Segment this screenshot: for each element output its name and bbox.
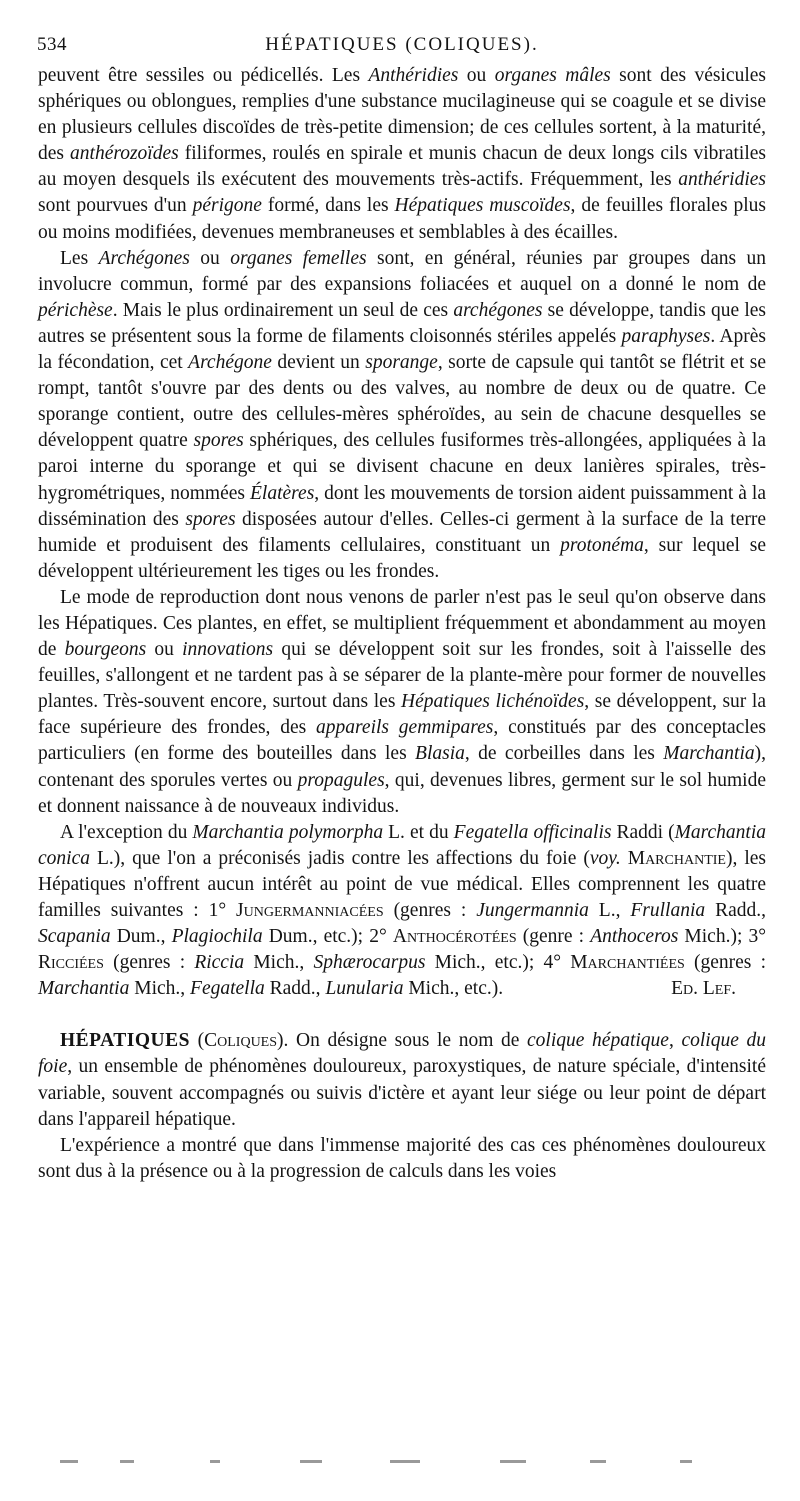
footer-show-through bbox=[60, 1460, 760, 1468]
italic-run: Sphærocarpus bbox=[313, 952, 426, 974]
text-run: ou bbox=[146, 639, 183, 661]
text-run: , sorte de capsule qui tantôt se flétrit et se rompt, tantôt s'ouvre par des dents ou des valves, au nombre de deux ou de quatre. Ce sporange contient, outre des cellules-mères sphéroïdes, au sein de chacune desquelles se développent quatre bbox=[38, 352, 766, 452]
small-caps-run: Marchantiées bbox=[570, 952, 685, 974]
italic-run: Marchantia polymorpha bbox=[192, 821, 384, 843]
italic-run: Anthéridies bbox=[368, 65, 459, 86]
text-run: , constitués par des conceptacles particuliers (en forme des bouteilles dans les bbox=[38, 717, 766, 765]
text-run: Raddi ( bbox=[611, 821, 675, 843]
author-signature: Ed. Lef. bbox=[671, 978, 736, 1000]
text-run: (genres : bbox=[103, 952, 195, 974]
text-run: . Mais le plus ordinairement un seul de ces bbox=[112, 299, 454, 321]
italic-run: organes femelles bbox=[230, 247, 367, 269]
italic-run: périgone bbox=[192, 195, 262, 217]
text-run: L.), que l'on a préconisés jadis contre les affections du foie ( bbox=[89, 847, 590, 869]
text-run: ou bbox=[458, 65, 495, 86]
text-run: L'expérience a montré que dans l'immense majorité des cas ces phénomènes douloureux sont dus à la présence ou à la progression de calculs dans les voies bbox=[38, 1134, 766, 1182]
text-run: ). On désigne sous le nom de bbox=[277, 1030, 528, 1052]
italic-run: Fegatella officinalis bbox=[453, 821, 612, 843]
italic-run: périchèse bbox=[38, 299, 113, 321]
text-run: L. et du bbox=[383, 821, 454, 843]
italic-run: spores bbox=[193, 430, 244, 452]
text-run: Dum., bbox=[110, 926, 172, 948]
italic-run: spores bbox=[185, 508, 236, 530]
italic-run: archégones bbox=[453, 299, 543, 321]
italic-run: Riccia bbox=[194, 952, 245, 974]
text-run: Dum., etc.); 2° bbox=[262, 926, 393, 948]
small-caps-run: Marchantie bbox=[627, 847, 726, 869]
italic-run: sporange bbox=[365, 352, 438, 374]
italic-run: paraphyses bbox=[621, 325, 711, 347]
text-run: se développe, tandis que les autres se présentent sous la forme de filaments cloisonnés stériles appelés bbox=[38, 299, 766, 347]
page-header bbox=[37, 34, 767, 60]
text-run: , bbox=[668, 1030, 682, 1052]
text-run: Radd., bbox=[264, 978, 326, 1000]
text-run: devient un bbox=[271, 352, 366, 374]
text-run: formé, dans les bbox=[261, 195, 395, 217]
text-run bbox=[621, 848, 628, 869]
text-run: Mich., etc.). bbox=[403, 978, 504, 1000]
text-run: qui se développent soit sur les frondes, soit à l'aisselle des feuilles, s'allongent et ne tardent pas à se séparer de la plante-mère pour former de nouvelles plantes. Très-souvent encore, surtout dans les bbox=[38, 639, 766, 713]
text-run: . Après la fécondation, cet bbox=[38, 325, 766, 374]
italic-run: Scapania bbox=[38, 926, 111, 948]
text-run: Radd., bbox=[705, 900, 766, 921]
text-run: Mich., bbox=[129, 978, 191, 1000]
text-run: Le mode de reproduction dont nous venons de parler n'est pas le seul qu'on observe dans les Hépatiques. Ces plantes, en effet, se multiplient fréquemment et abondamment au moyen de bbox=[38, 586, 766, 661]
italic-run: Jungermannia bbox=[476, 900, 589, 921]
italic-run: Archégone bbox=[188, 352, 272, 374]
paragraph-archegones bbox=[38, 246, 766, 585]
text-run: ou bbox=[189, 247, 231, 269]
paragraph-classification bbox=[38, 820, 766, 1003]
italic-run: Blasia bbox=[415, 743, 465, 765]
paragraph-experience bbox=[38, 1133, 766, 1185]
entry-headword: HÉPATIQUES bbox=[60, 1030, 190, 1052]
text-run: , de feuilles florales plus ou moins modifiées, devenues membraneuses et semblables à des écailles. bbox=[38, 195, 766, 243]
text-run: , de corbeilles dans les bbox=[464, 743, 664, 765]
text-run: ( bbox=[189, 1030, 205, 1052]
entry-hepatiques-coliques bbox=[38, 1028, 766, 1132]
italic-run: Marchantia conica bbox=[38, 821, 767, 869]
text-run: (genre : bbox=[516, 926, 591, 948]
italic-run: Hépatiques lichénoïdes bbox=[401, 691, 585, 713]
small-caps-run: Ricciées bbox=[38, 952, 104, 974]
text-run: sont pourvues d'un bbox=[38, 195, 193, 217]
text-run: , qui, devenues libres, germent sur le sol humide et donnent naissance à de nouveaux individus. bbox=[38, 769, 766, 817]
text-run: sont des vésicules sphériques ou oblongues, remplies d'une substance mucilagineuse qui se coagule et se divise en plusieurs cellules discoïdes de très-petite dimension; de ces cellules sortent, à la maturité, des bbox=[38, 65, 766, 165]
text-run: sphériques, des cellules fusiformes très-allongées, appliquées à la paroi interne du sporange et qui se divisent chacune en deux lanières spirales, très-hygrométriques, nommées bbox=[38, 430, 766, 504]
text-run: Mich.); 3° bbox=[678, 926, 767, 948]
text-run: sont, en général, réunies par groupes dans un involucre commun, formé par des expansions foliacées et auquel on a donné le nom de bbox=[38, 247, 767, 295]
italic-run: bourgeons bbox=[64, 639, 147, 661]
italic-run: protonéma bbox=[560, 534, 644, 556]
text-run: peuvent être sessiles ou pédicellés. Les bbox=[38, 65, 369, 86]
italic-run: colique hépatique bbox=[527, 1030, 669, 1052]
italic-run: voy. bbox=[589, 847, 621, 869]
italic-run: anthérozoïdes bbox=[70, 143, 179, 165]
text-run: , sur lequel se développent ultérieurement les tiges ou les frondes. bbox=[38, 534, 766, 582]
text-run: ), contenant des sporules vertes ou bbox=[38, 743, 766, 791]
text-run: filiformes, roulés en spirale et munis chacun de deux longs cils vibratiles au moyen desquels ils exécutent des mouvements très-actifs. Fréquemment, les bbox=[38, 143, 767, 191]
italic-run: propagules bbox=[297, 769, 385, 791]
italic-run: innovations bbox=[182, 639, 274, 661]
text-run: ), les Hépatiques n'offrent aucun intérêt au point de vue médical. Elles comprennent les quatre familles suivantes : 1° bbox=[38, 847, 767, 921]
italic-run: appareils gemmipares bbox=[316, 717, 494, 739]
italic-run: Frullania bbox=[630, 900, 706, 921]
page-number: 534 bbox=[37, 34, 67, 55]
text-run: , se développent, sur la face supérieure des frondes, des bbox=[38, 691, 766, 739]
running-head: HÉPATIQUES (COLIQUES). bbox=[265, 34, 539, 55]
text-run: A l'exception du bbox=[60, 821, 193, 843]
italic-run: Lunularia bbox=[325, 978, 404, 1000]
italic-run: Marchantia bbox=[38, 978, 130, 1000]
text-run: Mich., etc.); 4° bbox=[425, 952, 571, 974]
paragraph-antheridies bbox=[38, 63, 766, 246]
italic-run: anthéridies bbox=[678, 169, 766, 191]
text-run: (genres : bbox=[383, 900, 477, 921]
paragraph-reproduction bbox=[38, 585, 766, 820]
text-run: Les bbox=[60, 247, 99, 269]
italic-run: colique du foie bbox=[38, 1030, 767, 1078]
text-run: , un ensemble de phénomènes douloureux, paroxystiques, de nature spéciale, d'intensité variable, souvent accompagnés ou suivis d'ictère et ayant leur siége ou leur point de départ dans l'appareil hépatique. bbox=[38, 1056, 766, 1130]
italic-run: Fegatella bbox=[190, 978, 265, 1000]
italic-run: Élatères bbox=[250, 482, 315, 504]
text-run: (genres : bbox=[684, 952, 766, 974]
text-run: L., bbox=[588, 900, 631, 921]
small-caps-run: Coliques bbox=[204, 1030, 278, 1052]
text-run: disposées autour d'elles. Celles-ci germent à la surface de la terre humide et produisent des filaments cellulaires, constituant un bbox=[38, 508, 766, 556]
text-run: Mich., bbox=[244, 952, 314, 974]
small-caps-run: Anthocérotées bbox=[392, 926, 517, 948]
italic-run: organes mâles bbox=[494, 65, 611, 86]
italic-run: Marchantia bbox=[663, 743, 755, 765]
text-run: , dont les mouvements de torsion aident puissamment à la dissémination des bbox=[38, 482, 767, 530]
italic-run: Archégones bbox=[98, 247, 190, 269]
italic-run: Anthoceros bbox=[590, 926, 679, 948]
body-text bbox=[38, 63, 766, 1185]
small-caps-run: Jungermanniacées bbox=[236, 900, 384, 921]
italic-run: Plagiochila bbox=[171, 926, 263, 948]
italic-run: Hépatiques muscoïdes bbox=[394, 195, 571, 217]
